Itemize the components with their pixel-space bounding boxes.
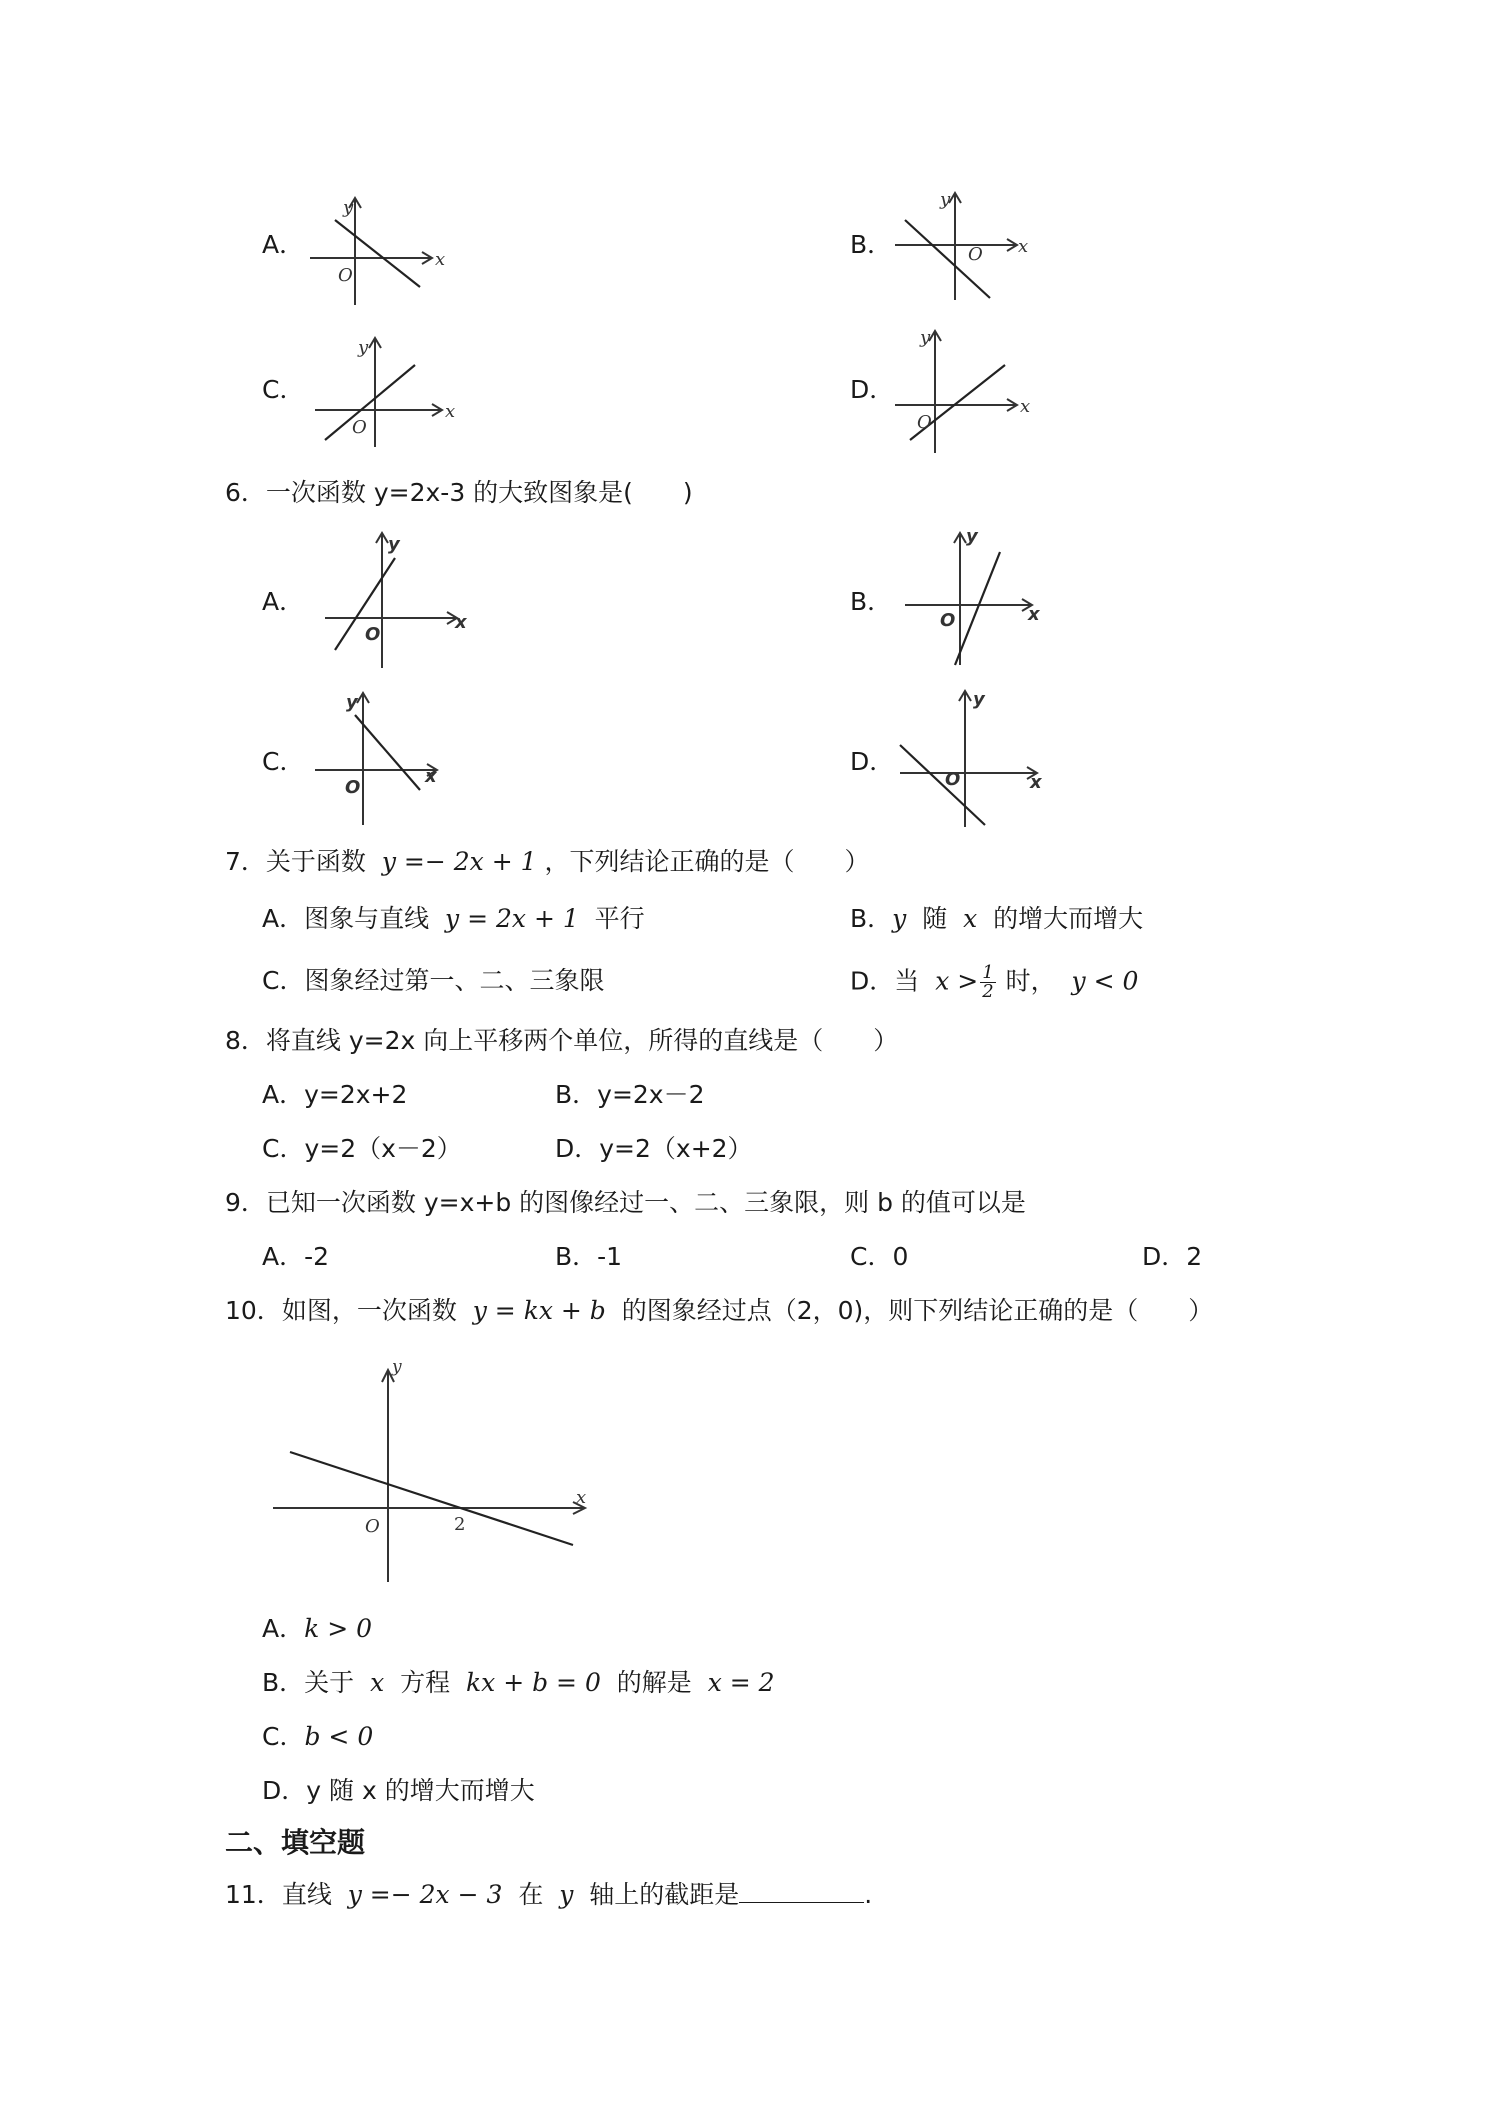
q7-d-fraction [980,964,995,1001]
x-label: x [455,612,467,633]
origin-label: O [345,777,361,798]
x-label: x [576,1487,587,1508]
q5-graph-a [305,195,445,305]
q5-option-d-label: D． [850,375,895,404]
q5-option-a-label: A． [262,230,305,259]
origin-label: O [940,610,956,631]
y-label: y [392,1357,402,1377]
x-tick-label: 2 [454,1514,466,1535]
x-label: x [445,401,456,422]
origin-label: O [338,265,353,286]
q10-a-formula: k > 0 [304,1614,373,1643]
function-line [290,1452,573,1545]
q11-formula: y =− 2x − 3 [347,1880,503,1909]
q10-number: 10． [225,1296,282,1325]
q8-option-b: B．y=2x－2 [555,1080,705,1109]
q10-c-label: C． [262,1722,305,1751]
q7-b-x: x [963,904,978,933]
x-label: x [1030,772,1042,793]
q7-stem [225,845,869,879]
q11-stem [225,1876,872,1912]
q9-text: 已知一次函数 y=x+b 的图像经过一、二、三象限，则 b 的值可以是 [265,1188,1026,1217]
q9-stem [225,1186,1026,1220]
q10-b-label: B． [262,1668,305,1697]
answer-blank[interactable] [739,1876,864,1903]
function-line [355,715,420,790]
q9-option-c: C．0 [850,1242,909,1271]
q10-d-label: D． [262,1776,307,1805]
q6-text: 一次函数 y=2x-3 的大致图象是( ) [265,478,693,507]
fraction-denominator: 2 [982,981,994,1002]
q6-number: 6． [225,478,266,507]
q10-stem [225,1294,1213,1328]
y-label: y [940,189,951,210]
function-line [900,745,985,825]
q10-c-formula: b < 0 [304,1722,374,1751]
q8-text: 将直线 y=2x 向上平移两个单位，所得的直线是（ ） [265,1026,899,1055]
function-line [955,552,1000,665]
fraction-numerator: 1 [982,962,994,983]
q7-b-y: y [892,904,907,933]
q9-number: 9． [225,1188,266,1217]
x-label: x [1018,236,1029,257]
x-label: x [435,249,446,270]
q5-graph-d [890,325,1040,455]
q7-a-label: A． [262,904,305,933]
q10-a-label: A． [262,1614,305,1643]
q6-stem [225,476,693,510]
origin-label: O [365,1516,380,1537]
q5-option-c-label: C． [262,375,305,404]
q7-d-y: y < 0 [1071,966,1139,996]
q6-graph-c [310,690,460,830]
q7-formula: y =− 2x + 1 [381,847,537,876]
q7-a-formula: y = 2x + 1 [445,904,579,933]
q6-option-c-label: C． [262,747,305,776]
q9-option-a: A．-2 [262,1242,330,1271]
origin-label: O [352,417,367,438]
q7-option-a [262,902,645,936]
q6-graph-a [320,530,470,670]
q10-b-pre: 关于 [304,1668,355,1697]
q10-b-mid: 方程 [400,1668,451,1697]
y-label: y [966,526,978,547]
q6-graph-d [895,685,1045,830]
q10-option-d [262,1774,535,1808]
x-label: x [1020,396,1031,417]
q7-option-b [850,902,1143,936]
q7-b-mid: 随 [922,904,948,933]
q7-b-label: B． [850,904,893,933]
q7-a-post: 平行 [594,904,645,933]
function-line [325,365,415,440]
q11-post: 轴上的截距是 [589,1880,740,1909]
y-label: y [388,534,400,555]
y-label: y [346,692,358,713]
q11-mid: 在 [518,1880,544,1909]
origin-label: O [945,769,961,790]
q10-option-a [262,1612,372,1646]
q10-b-answer: x = 2 [707,1668,775,1697]
q7-c-label: C． [262,966,305,995]
q10-graph [268,1357,598,1590]
q10-option-c [262,1720,373,1754]
q7-d-label: D． [850,966,895,996]
q6-option-b-label: B． [850,587,893,616]
q11-pre: 直线 [281,1880,332,1909]
q7-post: ，下列结论正确的是（ ） [544,847,870,876]
q8-option-a: A．y=2x+2 [262,1080,408,1109]
q7-b-post: 的增大而增大 [993,904,1144,933]
q8-stem [225,1024,898,1058]
q7-option-d [850,964,1138,1001]
q8-option-c: C．y=2（x－2） [262,1134,462,1163]
y-label: y [343,197,354,218]
q10-pre: 如图，一次函数 [281,1296,457,1325]
q11-end: . [864,1880,873,1909]
y-label: y [973,689,985,710]
section-title: 二、填空题 [225,1826,366,1859]
q10-option-b [262,1666,775,1700]
q8-option-d: D．y=2（x+2） [555,1134,753,1163]
origin-label: O [365,624,381,645]
q10-b-formula: kx + b = 0 [466,1668,601,1697]
q10-d-text: y 随 x 的增大而增大 [306,1776,535,1805]
q7-d-mid: 时， [1005,966,1056,996]
origin-label: O [968,244,983,265]
q7-number: 7． [225,847,266,876]
x-label: x [425,766,437,787]
q7-option-c [262,964,604,998]
y-label: y [358,337,369,358]
q9-option-d: D．2 [1142,1242,1203,1271]
q7-d-x: x > [935,966,979,996]
q10-b-x: x [370,1668,385,1697]
q5-graph-c [310,335,460,450]
q10-post: 的图象经过点（2，0)，则下列结论正确的是（ ） [621,1296,1214,1325]
q7-d-pre: 当 [894,966,920,996]
q8-number: 8． [225,1026,266,1055]
q7-pre: 关于函数 [265,847,366,876]
q6-option-d-label: D． [850,747,895,776]
q7-c-text: 图象经过第一、二、三象限 [304,966,605,995]
q6-option-a-label: A． [262,587,305,616]
q11-y: y [559,1880,574,1909]
q9-option-b: B．-1 [555,1242,623,1271]
y-label: y [920,327,931,348]
q5-option-b-label: B． [850,230,893,259]
q5-graph-b [890,190,1040,300]
q10-b-mid2: 的解是 [616,1668,692,1697]
q11-number: 11． [225,1880,282,1909]
origin-label: O [917,412,932,433]
q7-a-text: 图象与直线 [304,904,430,933]
q10-formula: y = kx + b [472,1296,606,1325]
x-label: x [1028,604,1040,625]
q6-graph-b [900,526,1050,670]
